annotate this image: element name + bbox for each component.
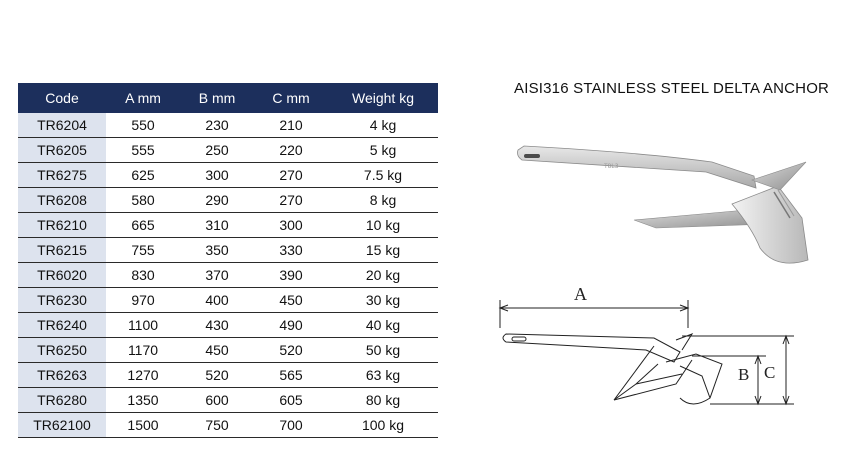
dimension-label-a: A [574, 284, 587, 304]
cell-b-mm: 370 [180, 263, 254, 288]
table-row [18, 163, 438, 188]
header-code: Code [18, 83, 106, 113]
cell-code: TR6205 [18, 138, 106, 163]
header-b-mm: B mm [180, 83, 254, 113]
table-header-row [18, 83, 438, 113]
cell-c-mm: 300 [254, 213, 328, 238]
table-row [18, 188, 438, 213]
table-row [18, 138, 438, 163]
cell-c-mm: 330 [254, 238, 328, 263]
cell-code: TR6280 [18, 388, 106, 413]
table-row [18, 238, 438, 263]
cell-code: TR6263 [18, 363, 106, 388]
cell-c-mm: 270 [254, 163, 328, 188]
cell-a-mm: 1170 [106, 338, 180, 363]
cell-b-mm: 250 [180, 138, 254, 163]
cell-a-mm: 1500 [106, 413, 180, 438]
table-body [18, 113, 438, 438]
cell-b-mm: 350 [180, 238, 254, 263]
engraving-text: T8L3 [604, 163, 619, 170]
cell-c-mm: 210 [254, 113, 328, 138]
cell-a-mm: 665 [106, 213, 180, 238]
table-row [18, 288, 438, 313]
cell-a-mm: 1350 [106, 388, 180, 413]
table-row [18, 263, 438, 288]
cell-weight: 8 kg [328, 188, 438, 213]
cell-c-mm: 605 [254, 388, 328, 413]
cell-weight: 80 kg [328, 388, 438, 413]
cell-code: TR6020 [18, 263, 106, 288]
cell-c-mm: 220 [254, 138, 328, 163]
table-row [18, 213, 438, 238]
cell-b-mm: 520 [180, 363, 254, 388]
cell-c-mm: 390 [254, 263, 328, 288]
cell-a-mm: 970 [106, 288, 180, 313]
cell-b-mm: 600 [180, 388, 254, 413]
cell-weight: 100 kg [328, 413, 438, 438]
cell-b-mm: 400 [180, 288, 254, 313]
header-weight: Weight kg [328, 83, 438, 113]
cell-a-mm: 625 [106, 163, 180, 188]
cell-b-mm: 750 [180, 413, 254, 438]
cell-weight: 7.5 kg [328, 163, 438, 188]
cell-c-mm: 700 [254, 413, 328, 438]
header-a-mm: A mm [106, 83, 180, 113]
table-row [18, 313, 438, 338]
dimension-label-b: B [738, 365, 750, 384]
cell-b-mm: 310 [180, 213, 254, 238]
anchor-photo [516, 128, 816, 278]
cell-c-mm: 565 [254, 363, 328, 388]
cell-weight: 40 kg [328, 313, 438, 338]
cell-a-mm: 755 [106, 238, 180, 263]
cell-weight: 63 kg [328, 363, 438, 388]
cell-a-mm: 580 [106, 188, 180, 213]
cell-b-mm: 450 [180, 338, 254, 363]
cell-b-mm: 290 [180, 188, 254, 213]
cell-c-mm: 520 [254, 338, 328, 363]
cell-code: TR62100 [18, 413, 106, 438]
header-c-mm: C mm [254, 83, 328, 113]
table-row [18, 413, 438, 438]
table-row [18, 113, 438, 138]
cell-a-mm: 1270 [106, 363, 180, 388]
cell-code: TR6208 [18, 188, 106, 213]
cell-weight: 30 kg [328, 288, 438, 313]
cell-c-mm: 490 [254, 313, 328, 338]
anchor-dimension-drawing [496, 280, 796, 425]
dimension-label-c: C [764, 363, 776, 382]
cell-b-mm: 430 [180, 313, 254, 338]
cell-c-mm: 270 [254, 188, 328, 213]
cell-a-mm: 550 [106, 113, 180, 138]
cell-a-mm: 1100 [106, 313, 180, 338]
cell-code: TR6215 [18, 238, 106, 263]
cell-code: TR6250 [18, 338, 106, 363]
cell-c-mm: 450 [254, 288, 328, 313]
cell-b-mm: 300 [180, 163, 254, 188]
anchor-spec-table [18, 83, 438, 438]
table-row [18, 363, 438, 388]
cell-code: TR6240 [18, 313, 106, 338]
cell-code: TR6275 [18, 163, 106, 188]
cell-weight: 20 kg [328, 263, 438, 288]
table-row [18, 338, 438, 363]
cell-b-mm: 230 [180, 113, 254, 138]
product-title: AISI316 STAINLESS STEEL DELTA ANCHOR [514, 80, 830, 97]
table-row [18, 388, 438, 413]
cell-a-mm: 830 [106, 263, 180, 288]
cell-weight: 15 kg [328, 238, 438, 263]
cell-code: TR6230 [18, 288, 106, 313]
cell-weight: 10 kg [328, 213, 438, 238]
cell-a-mm: 555 [106, 138, 180, 163]
cell-code: TR6210 [18, 213, 106, 238]
cell-weight: 4 kg [328, 113, 438, 138]
cell-weight: 50 kg [328, 338, 438, 363]
cell-weight: 5 kg [328, 138, 438, 163]
cell-code: TR6204 [18, 113, 106, 138]
